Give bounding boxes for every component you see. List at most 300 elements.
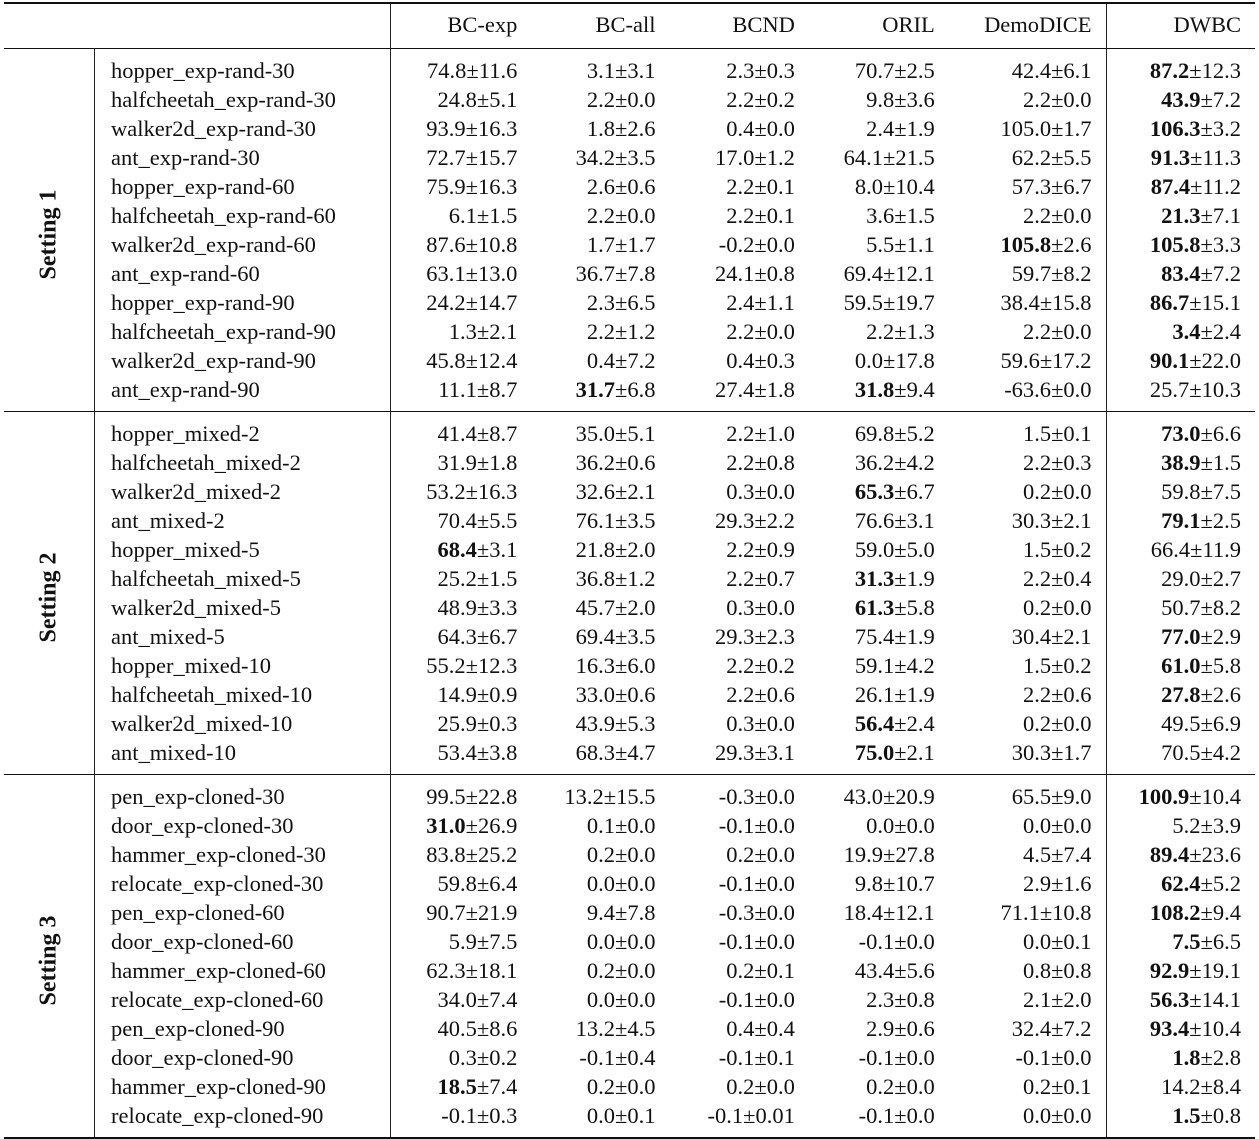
score-mean: 8.0 bbox=[854, 174, 884, 199]
score-std: 3.2 bbox=[1212, 116, 1241, 141]
score-mean: 0.4 bbox=[586, 348, 616, 373]
score-bcnd bbox=[670, 201, 809, 230]
plus-minus-sign: ± bbox=[615, 232, 628, 257]
score-bcnd bbox=[670, 1014, 809, 1043]
table-row bbox=[4, 651, 1255, 680]
plus-minus-sign: ± bbox=[1200, 450, 1213, 475]
score-std: 6.5 bbox=[1212, 929, 1241, 954]
env-name: halfcheetah_exp-rand-90 bbox=[95, 317, 391, 346]
score-std: 10.3 bbox=[1201, 377, 1241, 402]
env-name: halfcheetah_exp-rand-60 bbox=[95, 201, 391, 230]
plus-minus-sign: ± bbox=[615, 290, 628, 315]
plus-minus-sign: ± bbox=[894, 958, 907, 983]
score-std: 0.0 bbox=[766, 842, 795, 867]
plus-minus-sign: ± bbox=[1189, 784, 1202, 809]
score-oril bbox=[809, 1043, 949, 1072]
env-name: ant_exp-rand-30 bbox=[95, 143, 391, 172]
score-demodice bbox=[949, 651, 1106, 680]
score-std: 2.6 bbox=[1212, 682, 1241, 707]
score-demodice bbox=[949, 288, 1106, 317]
score-demodice bbox=[949, 622, 1106, 651]
score-std: 4.5 bbox=[627, 1016, 656, 1041]
plus-minus-sign: ± bbox=[754, 508, 767, 533]
score-bc-all bbox=[531, 869, 669, 898]
table-row bbox=[4, 535, 1255, 564]
score-std: 0.7 bbox=[766, 566, 795, 591]
score-std: 5.1 bbox=[489, 87, 518, 112]
plus-minus-sign: ± bbox=[754, 319, 767, 344]
score-std: 10.4 bbox=[1201, 784, 1241, 809]
score-dwbc bbox=[1106, 709, 1255, 738]
score-bc-all bbox=[531, 143, 669, 172]
score-mean: 0.2 bbox=[726, 842, 755, 867]
score-std: 3.1 bbox=[489, 537, 518, 562]
score-std: 1.5 bbox=[489, 566, 518, 591]
score-std: 6.5 bbox=[627, 290, 656, 315]
score-std: 0.0 bbox=[766, 595, 795, 620]
score-mean: 36.2 bbox=[854, 450, 895, 475]
score-demodice bbox=[949, 85, 1106, 114]
score-demodice bbox=[949, 898, 1106, 927]
plus-minus-sign: ± bbox=[615, 711, 628, 736]
score-std: 11.9 bbox=[1202, 537, 1241, 562]
score-dwbc bbox=[1106, 230, 1255, 259]
score-std: 17.2 bbox=[1052, 348, 1092, 373]
score-bc-all bbox=[531, 811, 669, 840]
score-bc-all bbox=[531, 680, 669, 709]
score-bc-exp bbox=[391, 1043, 531, 1072]
score-std: 16.3 bbox=[477, 479, 518, 504]
score-mean: 75.4 bbox=[854, 624, 895, 649]
plus-minus-sign: ± bbox=[465, 842, 478, 867]
score-bc-exp bbox=[391, 985, 531, 1014]
score-mean: 0.3 bbox=[448, 1045, 477, 1070]
plus-minus-sign: ± bbox=[1039, 290, 1053, 315]
score-std: 3.1 bbox=[766, 740, 795, 765]
plus-minus-sign: ± bbox=[615, 842, 628, 867]
score-dwbc bbox=[1106, 288, 1255, 317]
plus-minus-sign: ± bbox=[465, 784, 478, 809]
score-mean: 45.7 bbox=[575, 595, 616, 620]
score-mean: 2.2 bbox=[726, 450, 755, 475]
score-std: 0.0 bbox=[627, 929, 656, 954]
score-mean: 59.5 bbox=[843, 290, 884, 315]
score-bc-all bbox=[531, 1101, 669, 1138]
score-std: 7.1 bbox=[1212, 203, 1241, 228]
score-mean: 65.3 bbox=[854, 479, 895, 504]
score-dwbc bbox=[1106, 259, 1255, 288]
score-bc-all bbox=[531, 85, 669, 114]
score-oril bbox=[809, 85, 949, 114]
plus-minus-sign: ± bbox=[754, 421, 767, 446]
score-std: 3.3 bbox=[489, 595, 518, 620]
score-mean: 0.4 bbox=[726, 1016, 755, 1041]
score-demodice bbox=[949, 985, 1106, 1014]
env-name: walker2d_mixed-5 bbox=[95, 593, 391, 622]
score-mean: 90.7 bbox=[426, 900, 466, 925]
plus-minus-sign: ± bbox=[894, 1074, 907, 1099]
score-mean: 29.3 bbox=[715, 624, 755, 649]
score-mean: 36.8 bbox=[575, 566, 616, 591]
plus-minus-sign: ± bbox=[1200, 479, 1213, 504]
score-mean: 9.8 bbox=[854, 871, 884, 896]
score-demodice bbox=[949, 564, 1106, 593]
plus-minus-sign: ± bbox=[883, 145, 896, 170]
header-dwbc: DWBC bbox=[1106, 3, 1255, 49]
table-row bbox=[4, 506, 1255, 535]
plus-minus-sign: ± bbox=[754, 261, 767, 286]
plus-minus-sign: ± bbox=[615, 450, 628, 475]
plus-minus-sign: ± bbox=[476, 87, 490, 112]
score-mean: 72.7 bbox=[426, 145, 466, 170]
table-row bbox=[4, 593, 1255, 622]
score-demodice bbox=[949, 114, 1106, 143]
score-std: 0.2 bbox=[766, 653, 795, 678]
score-bcnd bbox=[670, 85, 809, 114]
score-mean: 29.0 bbox=[1161, 566, 1201, 591]
score-std: 0.0 bbox=[906, 1074, 935, 1099]
score-std: 6.6 bbox=[1212, 421, 1241, 446]
score-mean: 2.2 bbox=[1022, 450, 1052, 475]
env-name: ant_mixed-2 bbox=[95, 506, 391, 535]
score-dwbc bbox=[1106, 317, 1255, 346]
score-mean: 83.8 bbox=[426, 842, 466, 867]
plus-minus-sign: ± bbox=[465, 232, 478, 257]
score-std: 2.0 bbox=[1063, 987, 1092, 1012]
score-bcnd bbox=[670, 143, 809, 172]
score-demodice bbox=[949, 1101, 1106, 1138]
score-mean: 2.1 bbox=[1022, 987, 1052, 1012]
score-dwbc bbox=[1106, 738, 1255, 775]
score-bc-exp bbox=[391, 375, 531, 412]
score-dwbc bbox=[1106, 346, 1255, 375]
score-mean: 1.7 bbox=[586, 232, 616, 257]
score-std: 12.3 bbox=[477, 653, 518, 678]
score-mean: -0.1 bbox=[707, 1103, 744, 1128]
score-oril bbox=[809, 840, 949, 869]
plus-minus-sign: ± bbox=[476, 1045, 490, 1070]
score-mean: 3.4 bbox=[1172, 319, 1201, 344]
score-std: 15.5 bbox=[616, 784, 656, 809]
env-name: relocate_exp-cloned-90 bbox=[95, 1101, 391, 1138]
plus-minus-sign: ± bbox=[754, 1074, 767, 1099]
score-mean: 99.5 bbox=[426, 784, 466, 809]
score-mean: 0.0 bbox=[1022, 813, 1052, 838]
score-oril bbox=[809, 230, 949, 259]
plus-minus-sign: ± bbox=[754, 842, 767, 867]
score-std: 1.2 bbox=[627, 319, 656, 344]
score-bc-exp bbox=[391, 412, 531, 449]
plus-minus-sign: ± bbox=[894, 682, 907, 707]
plus-minus-sign: ± bbox=[894, 987, 907, 1012]
score-bcnd bbox=[670, 288, 809, 317]
score-mean: 43.4 bbox=[854, 958, 895, 983]
plus-minus-sign: ± bbox=[754, 624, 767, 649]
score-mean: 64.1 bbox=[843, 145, 884, 170]
score-std: 3.8 bbox=[489, 740, 518, 765]
plus-minus-sign: ± bbox=[615, 203, 628, 228]
score-std: 0.0 bbox=[766, 116, 795, 141]
plus-minus-sign: ± bbox=[615, 1016, 628, 1041]
score-bc-all bbox=[531, 49, 669, 86]
score-std: 0.1 bbox=[627, 1103, 656, 1128]
plus-minus-sign: ± bbox=[754, 290, 767, 315]
score-mean: 2.3 bbox=[726, 58, 755, 83]
score-demodice bbox=[949, 593, 1106, 622]
score-mean: 24.2 bbox=[426, 290, 466, 315]
plus-minus-sign: ± bbox=[754, 900, 767, 925]
score-mean: 2.2 bbox=[1022, 203, 1052, 228]
score-dwbc bbox=[1106, 927, 1255, 956]
score-std: 9.4 bbox=[1212, 900, 1241, 925]
plus-minus-sign: ± bbox=[615, 348, 628, 373]
score-std: 2.2 bbox=[766, 508, 795, 533]
score-std: 0.1 bbox=[766, 203, 795, 228]
score-mean: 2.2 bbox=[726, 537, 755, 562]
score-mean: 11.1 bbox=[438, 377, 477, 402]
env-name: pen_exp-cloned-60 bbox=[95, 898, 391, 927]
score-bc-all bbox=[531, 1072, 669, 1101]
env-name: relocate_exp-cloned-60 bbox=[95, 985, 391, 1014]
score-std: 1.0 bbox=[766, 421, 795, 446]
score-mean: 31.8 bbox=[854, 377, 895, 402]
score-std: 0.6 bbox=[906, 1016, 935, 1041]
score-std: 0.1 bbox=[1063, 421, 1092, 446]
plus-minus-sign: ± bbox=[1051, 740, 1064, 765]
score-std: 0.0 bbox=[766, 479, 795, 504]
score-std: 19.7 bbox=[895, 290, 935, 315]
score-std: 0.0 bbox=[1063, 203, 1092, 228]
env-name: relocate_exp-cloned-30 bbox=[95, 869, 391, 898]
table-row bbox=[4, 317, 1255, 346]
score-mean: 6.1 bbox=[448, 203, 477, 228]
score-mean: 92.9 bbox=[1149, 958, 1190, 983]
score-std: 10.8 bbox=[1052, 900, 1092, 925]
score-oril bbox=[809, 811, 949, 840]
score-demodice bbox=[949, 201, 1106, 230]
group-label: Setting 1 bbox=[35, 189, 62, 279]
plus-minus-sign: ± bbox=[754, 174, 767, 199]
score-oril bbox=[809, 775, 949, 812]
plus-minus-sign: ± bbox=[1051, 871, 1064, 896]
score-mean: 75.0 bbox=[854, 740, 895, 765]
score-bc-all bbox=[531, 506, 669, 535]
plus-minus-sign: ± bbox=[615, 900, 628, 925]
plus-minus-sign: ± bbox=[1051, 813, 1064, 838]
score-std: 1.7 bbox=[627, 232, 656, 257]
env-name: walker2d_mixed-2 bbox=[95, 477, 391, 506]
plus-minus-sign: ± bbox=[894, 116, 907, 141]
score-mean: 2.2 bbox=[586, 87, 616, 112]
score-demodice bbox=[949, 1043, 1106, 1072]
score-mean: 56.3 bbox=[1149, 987, 1190, 1012]
score-mean: 66.4 bbox=[1150, 537, 1191, 562]
score-bc-exp bbox=[391, 811, 531, 840]
score-std: 0.0 bbox=[766, 871, 795, 896]
score-mean: 93.9 bbox=[426, 116, 466, 141]
plus-minus-sign: ± bbox=[883, 871, 896, 896]
plus-minus-sign: ± bbox=[476, 624, 490, 649]
score-std: 1.5 bbox=[489, 203, 518, 228]
score-std: 11.3 bbox=[1202, 145, 1241, 170]
score-mean: 9.8 bbox=[866, 87, 895, 112]
score-std: 0.0 bbox=[627, 813, 656, 838]
score-bc-exp bbox=[391, 651, 531, 680]
score-bcnd bbox=[670, 680, 809, 709]
score-mean: 41.4 bbox=[437, 421, 477, 446]
score-dwbc bbox=[1106, 1072, 1255, 1101]
score-dwbc bbox=[1106, 85, 1255, 114]
score-std: 0.9 bbox=[489, 682, 518, 707]
score-bcnd bbox=[670, 259, 809, 288]
plus-minus-sign: ± bbox=[476, 682, 490, 707]
score-bc-exp bbox=[391, 869, 531, 898]
score-bc-all bbox=[531, 412, 669, 449]
score-std: 12.1 bbox=[895, 900, 935, 925]
plus-minus-sign: ± bbox=[476, 740, 490, 765]
plus-minus-sign: ± bbox=[615, 595, 628, 620]
score-mean: 79.1 bbox=[1161, 508, 1201, 533]
score-dwbc bbox=[1106, 412, 1255, 449]
score-mean: 2.2 bbox=[1022, 87, 1052, 112]
score-mean: 1.5 bbox=[1022, 537, 1052, 562]
score-demodice bbox=[949, 1014, 1106, 1043]
score-mean: 13.2 bbox=[575, 1016, 616, 1041]
score-bc-exp bbox=[391, 259, 531, 288]
score-oril bbox=[809, 709, 949, 738]
score-bc-exp bbox=[391, 85, 531, 114]
plus-minus-sign: ± bbox=[615, 958, 628, 983]
plus-minus-sign: ± bbox=[894, 421, 907, 446]
plus-minus-sign: ± bbox=[615, 261, 628, 286]
score-mean: 62.4 bbox=[1161, 871, 1201, 896]
score-std: 0.0 bbox=[766, 319, 795, 344]
score-mean: 1.3 bbox=[448, 319, 477, 344]
score-std: 0.2 bbox=[1063, 537, 1092, 562]
score-mean: 75.9 bbox=[426, 174, 466, 199]
score-mean: 40.5 bbox=[437, 1016, 477, 1041]
score-std: 2.1 bbox=[489, 319, 518, 344]
score-mean: 0.2 bbox=[866, 1074, 895, 1099]
plus-minus-sign: ± bbox=[615, 421, 628, 446]
score-std: 15.1 bbox=[1201, 290, 1241, 315]
score-mean: 36.7 bbox=[575, 261, 616, 286]
score-bc-all bbox=[531, 1014, 669, 1043]
score-mean: 2.3 bbox=[866, 987, 895, 1012]
score-std: 5.8 bbox=[906, 595, 935, 620]
score-std: 0.3 bbox=[489, 1103, 518, 1128]
plus-minus-sign: ± bbox=[615, 116, 628, 141]
score-oril bbox=[809, 593, 949, 622]
plus-minus-sign: ± bbox=[894, 566, 907, 591]
score-std: 6.7 bbox=[906, 479, 935, 504]
table-row bbox=[4, 680, 1255, 709]
plus-minus-sign: ± bbox=[1200, 624, 1213, 649]
env-name: hopper_mixed-10 bbox=[95, 651, 391, 680]
score-bcnd bbox=[670, 172, 809, 201]
plus-minus-sign: ± bbox=[883, 174, 896, 199]
score-mean: 0.2 bbox=[586, 842, 616, 867]
score-std: 0.0 bbox=[766, 1074, 795, 1099]
score-bc-exp bbox=[391, 201, 531, 230]
score-bc-all bbox=[531, 622, 669, 651]
score-mean: 14.9 bbox=[437, 682, 477, 707]
score-mean: 45.8 bbox=[426, 348, 466, 373]
score-mean: 9.4 bbox=[586, 900, 616, 925]
score-mean: 0.2 bbox=[1022, 479, 1052, 504]
plus-minus-sign: ± bbox=[1200, 1103, 1213, 1128]
env-name: halfcheetah_mixed-5 bbox=[95, 564, 391, 593]
score-dwbc bbox=[1106, 811, 1255, 840]
score-mean: 34.0 bbox=[437, 987, 477, 1012]
score-bc-exp bbox=[391, 114, 531, 143]
plus-minus-sign: ± bbox=[1200, 871, 1213, 896]
score-std: 6.7 bbox=[489, 624, 518, 649]
score-mean: 2.2 bbox=[726, 319, 755, 344]
score-bc-all bbox=[531, 259, 669, 288]
score-dwbc bbox=[1106, 680, 1255, 709]
score-oril bbox=[809, 651, 949, 680]
env-name: hammer_exp-cloned-60 bbox=[95, 956, 391, 985]
header-demodice: DemoDICE bbox=[984, 12, 1092, 37]
score-std: 0.0 bbox=[1063, 711, 1092, 736]
score-bcnd bbox=[670, 1072, 809, 1101]
plus-minus-sign: ± bbox=[615, 479, 628, 504]
score-mean: -0.2 bbox=[718, 232, 755, 257]
plus-minus-sign: ± bbox=[1051, 653, 1064, 678]
score-oril bbox=[809, 288, 949, 317]
score-bc-all bbox=[531, 201, 669, 230]
score-demodice bbox=[949, 346, 1106, 375]
score-bc-exp bbox=[391, 172, 531, 201]
score-oril bbox=[809, 622, 949, 651]
score-oril bbox=[809, 1072, 949, 1101]
score-bc-all bbox=[531, 317, 669, 346]
plus-minus-sign: ± bbox=[883, 348, 896, 373]
score-demodice bbox=[949, 535, 1106, 564]
score-mean: 25.9 bbox=[437, 711, 477, 736]
header-oril: ORIL bbox=[882, 12, 935, 37]
table-row bbox=[4, 1101, 1255, 1138]
plus-minus-sign: ± bbox=[894, 624, 907, 649]
score-bcnd bbox=[670, 412, 809, 449]
score-std: 0.0 bbox=[906, 929, 935, 954]
score-std: 1.2 bbox=[766, 145, 795, 170]
score-std: 27.8 bbox=[895, 842, 935, 867]
score-std: 10.4 bbox=[895, 174, 935, 199]
score-mean: 2.4 bbox=[866, 116, 895, 141]
score-mean: 0.2 bbox=[726, 1074, 755, 1099]
plus-minus-sign: ± bbox=[465, 958, 478, 983]
score-std: 21.5 bbox=[895, 145, 935, 170]
score-mean: 18.5 bbox=[437, 1074, 477, 1099]
score-std: 0.0 bbox=[627, 1074, 656, 1099]
plus-minus-sign: ± bbox=[476, 537, 490, 562]
score-mean: -0.1 bbox=[718, 871, 755, 896]
plus-minus-sign: ± bbox=[1051, 479, 1064, 504]
plus-minus-sign: ± bbox=[1189, 987, 1202, 1012]
score-std: 2.3 bbox=[766, 624, 795, 649]
score-std: 26.9 bbox=[477, 813, 518, 838]
score-mean: 14.2 bbox=[1161, 1074, 1201, 1099]
score-oril bbox=[809, 956, 949, 985]
plus-minus-sign: ± bbox=[615, 508, 628, 533]
score-std: 2.1 bbox=[627, 479, 656, 504]
score-demodice bbox=[949, 375, 1106, 412]
score-demodice bbox=[949, 956, 1106, 985]
score-std: 6.1 bbox=[1063, 58, 1092, 83]
plus-minus-sign: ± bbox=[894, 377, 907, 402]
